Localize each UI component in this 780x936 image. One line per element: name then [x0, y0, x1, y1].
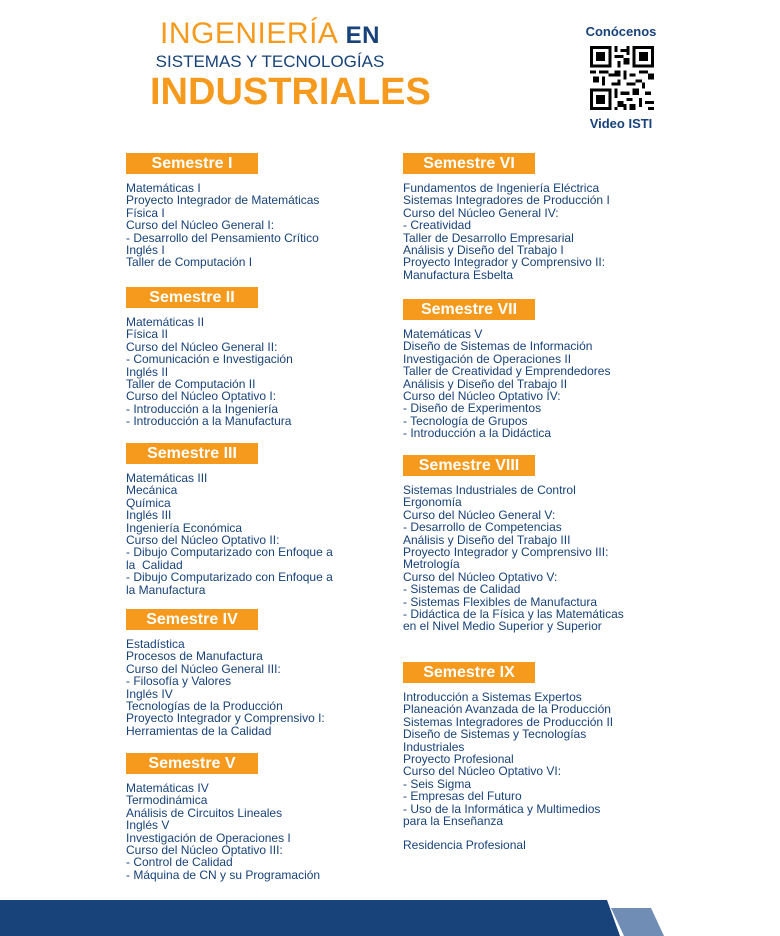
course-item: Estadística [126, 637, 185, 651]
footer-bar-dark [0, 900, 620, 936]
course-item: Inglés II [126, 364, 169, 379]
course-item: Curso del Núcleo General V: [403, 507, 556, 522]
course-item: - Introducción a la Manufactura [126, 414, 292, 429]
semester-9-badge: Semestre IX [403, 662, 535, 683]
course-item: - Dibujo Computarizado con Enfoque a [126, 545, 333, 560]
qr-title: Conócenos [585, 24, 657, 39]
course-item: Sistemas Industriales de Control [403, 483, 576, 497]
course-item: - Desarrollo de Competencias [403, 520, 562, 535]
semester-1-block [126, 153, 319, 269]
semester-6-badge: Semestre VI [403, 153, 535, 174]
course-item: Investigación de Operaciones II [403, 351, 572, 366]
course-item: Mecánica [126, 483, 178, 498]
course-item: Diseño de Sistemas y Tecnologías [403, 727, 587, 742]
course-item: Proyecto Integrador y Comprensivo III: [403, 545, 609, 560]
course-item: Curso del Núcleo Optativo I: [126, 389, 277, 404]
course-item: Metrología [403, 557, 460, 572]
course-item: Curso del Núcleo General I: [126, 218, 275, 233]
course-item: - Filosofía y Valores [126, 674, 232, 689]
course-item: la Calidad [126, 557, 183, 572]
course-item: Termodinámica [126, 793, 208, 808]
semester-5-courses [126, 782, 320, 881]
course-item: Curso del Núcleo Optativo IV: [403, 389, 561, 404]
course-item: - Diseño de Experimentos [403, 401, 542, 416]
course-item: Manufactura Esbelta [403, 267, 514, 282]
course-item: Taller de Creatividad y Emprendedores [403, 364, 611, 379]
course-item: para la Enseñanza [403, 814, 504, 829]
semester-3-badge: Semestre III [126, 443, 258, 464]
course-item: Curso del Núcleo General III: [126, 661, 281, 676]
course-item: - Dibujo Computarizado con Enfoque a [126, 570, 333, 585]
course-item: Tecnologías de la Producción [126, 699, 283, 714]
course-item: Análisis de Circuitos Lineales [126, 805, 283, 820]
qr-caption: Video ISTI [589, 116, 653, 131]
qr-code-icon[interactable] [590, 46, 654, 110]
course-item: Inglés I [126, 243, 165, 258]
semester-4-block [126, 609, 325, 737]
footer-bar-light [611, 908, 664, 936]
title-ingenieria: INGENIERÍA [160, 17, 337, 50]
course-item: Taller de Computación II [126, 377, 256, 392]
course-item: Proyecto Integrador y Comprensivo I: [126, 711, 325, 726]
title-en: EN [345, 22, 380, 49]
course-item: - Didáctica de la Física y las Matemáticas [403, 607, 624, 622]
course-item: Ergonomía [403, 495, 462, 510]
course-item: Matemáticas II [126, 315, 205, 329]
semester-9-courses [403, 691, 613, 852]
course-item: Física II [126, 327, 169, 342]
course-item: Planeación Avanzada de la Producción [403, 702, 611, 717]
course-item: Inglés III [126, 508, 172, 523]
course-item: Análisis y Diseño del Trabajo III [403, 532, 571, 547]
course-item: Introducción a Sistemas Expertos [403, 690, 582, 704]
course-item: Curso del Núcleo Optativo V: [403, 569, 558, 584]
course-item: en el Nivel Medio Superior y Superior [403, 619, 602, 634]
course-item: Física I [126, 205, 165, 220]
course-item: Proyecto Integrador y Comprensivo II: [403, 255, 606, 270]
semester-7-block [403, 299, 610, 440]
course-item: - Empresas del Futuro [403, 789, 522, 804]
course-item: Residencia Profesional [403, 838, 526, 853]
course-item: Química [126, 495, 171, 510]
course-item: Sistemas Integradores de Producción II [403, 714, 614, 729]
course-item: Diseño de Sistemas de Información [403, 339, 593, 354]
course-item: - Sistemas de Calidad [403, 582, 521, 597]
semester-1-badge: Semestre I [126, 153, 258, 174]
semester-5-block [126, 753, 320, 881]
semester-2-courses [126, 316, 293, 428]
course-item: - Sistemas Flexibles de Manufactura [403, 594, 598, 609]
course-item: Investigación de Operaciones I [126, 830, 291, 845]
course-item: - Máquina de CN y su Programación [126, 867, 321, 882]
course-item: Proyecto Integrador de Matemáticas [126, 193, 320, 208]
semester-4-badge: Semestre IV [126, 609, 258, 630]
course-item: - Seis Sigma [403, 776, 472, 791]
course-item: Curso del Núcleo Optativo III: [126, 843, 283, 858]
course-item: Fundamentos de Ingeniería Eléctrica [403, 181, 600, 195]
course-item: Taller de Computación I [126, 255, 253, 270]
semester-7-courses [403, 328, 610, 440]
semester-8-badge: Semestre VIII [403, 455, 535, 476]
footer-bar [0, 900, 780, 936]
course-item: - Uso de la Informática y Multimedios [403, 801, 601, 816]
semester-9-block [403, 662, 613, 852]
course-item: Inglés IV [126, 686, 173, 701]
title-line-1 [150, 18, 390, 52]
course-item: Curso del Núcleo General IV: [403, 205, 559, 220]
semester-6-courses [403, 182, 610, 281]
course-item: Procesos de Manufactura [126, 649, 263, 664]
semester-3-block [126, 443, 333, 596]
semester-7-badge: Semestre VII [403, 299, 535, 320]
page-title [150, 17, 431, 113]
course-item: Industriales [403, 739, 465, 754]
title-line-3: INDUSTRIALES [150, 71, 431, 113]
course-item: Matemáticas V [403, 327, 483, 341]
course-item: Análisis y Diseño del Trabajo II [403, 376, 568, 391]
course-item: - Introducción a la Didáctica [403, 426, 552, 441]
course-item: Sistemas Integradores de Producción I [403, 193, 610, 208]
course-item: Ingeniería Económica [126, 520, 243, 535]
course-item: Matemáticas I [126, 181, 201, 195]
semester-2-badge: Semestre II [126, 287, 258, 308]
course-item: Análisis y Diseño del Trabajo I [403, 243, 564, 258]
title-line-2: SISTEMAS Y TECNOLOGÍAS [155, 52, 385, 71]
course-item: - Creatividad [403, 218, 472, 233]
course-item: - Comunicación e Investigación [126, 352, 293, 367]
course-item: Matemáticas III [126, 471, 208, 485]
course-item: la Manufactura [126, 582, 206, 597]
semester-8-courses [403, 484, 624, 633]
course-item: Inglés V [126, 818, 170, 833]
semester-4-courses [126, 638, 325, 737]
course-item: - Introducción a la Ingeniería [126, 401, 279, 416]
semester-8-block [403, 455, 624, 633]
semester-5-badge: Semestre V [126, 753, 258, 774]
semester-1-courses [126, 182, 319, 269]
course-item: - Tecnología de Grupos [403, 413, 528, 428]
course-item: Matemáticas IV [126, 781, 209, 795]
course-item: Taller de Desarrollo Empresarial [403, 230, 574, 245]
course-item: Herramientas de la Calidad [126, 723, 272, 738]
course-item: Proyecto Profesional [403, 752, 514, 767]
semester-6-block [403, 153, 610, 281]
course-item: Curso del Núcleo Optativo VI: [403, 764, 562, 779]
course-item: - Desarrollo del Pensamiento Crítico [126, 230, 319, 245]
course-item: Curso del Núcleo General II: [126, 339, 278, 354]
course-item: Curso del Núcleo Optativo II: [126, 533, 280, 548]
semester-2-block [126, 287, 293, 428]
semester-3-courses [126, 472, 333, 596]
course-item: - Control de Calidad [126, 855, 233, 870]
